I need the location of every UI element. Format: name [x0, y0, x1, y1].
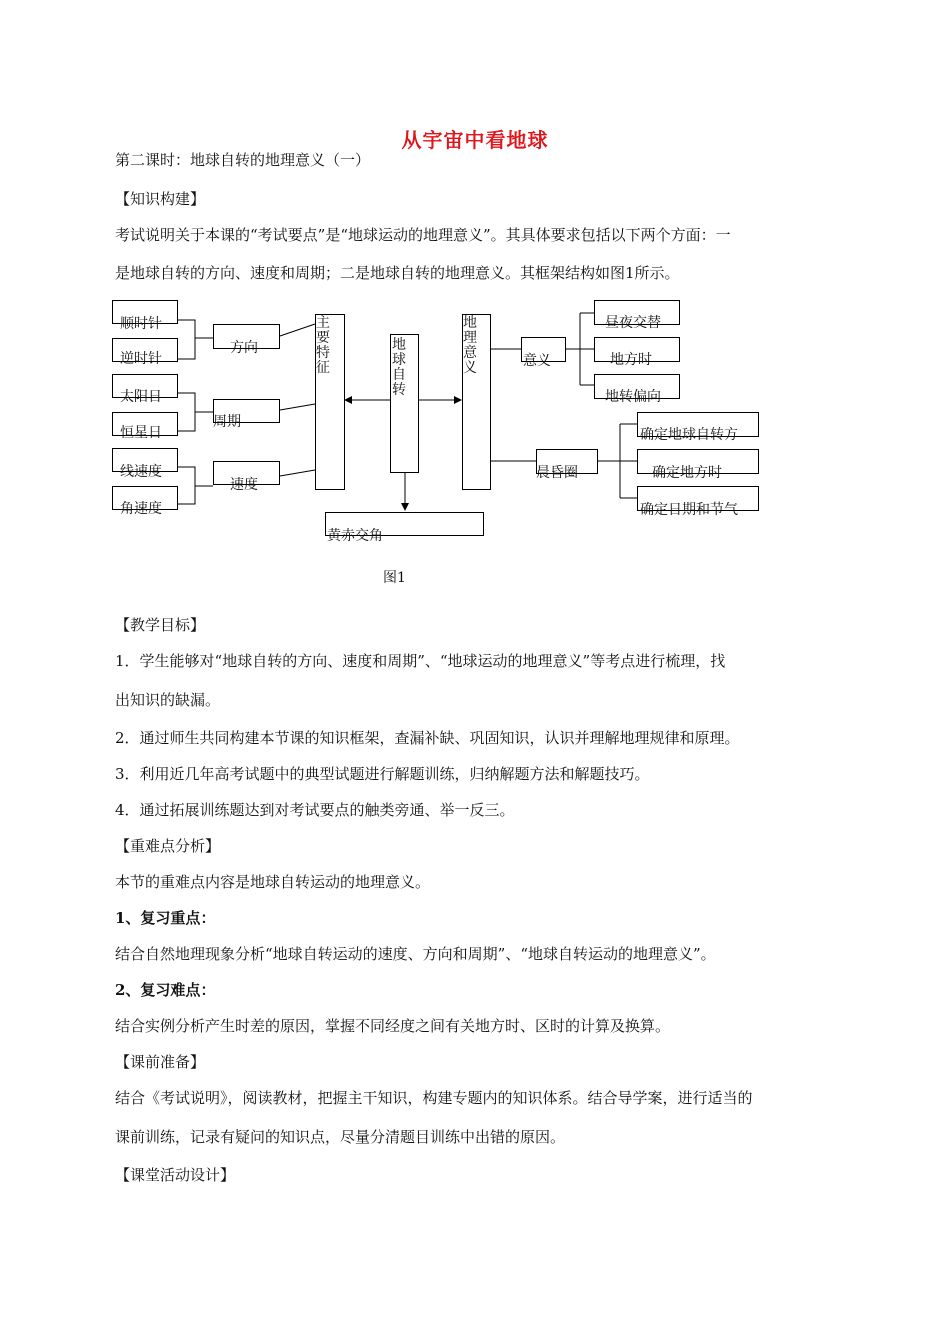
- section-prep-heading: 【课前准备】: [115, 1053, 206, 1071]
- review-difficulty-text: 结合实例分析产生时差的原因，掌握不同经度之间有关地方时、区时的计算及换算。: [115, 1017, 671, 1035]
- label-linear-speed: 线速度: [120, 464, 162, 480]
- label-speed: 速度: [230, 477, 258, 493]
- label-angular-speed: 角速度: [120, 501, 162, 517]
- goal-1-line-2: 出知识的缺漏。: [115, 691, 221, 709]
- label-terminator: 晨昏圈: [536, 465, 578, 481]
- label-direction: 方向: [230, 340, 258, 356]
- prep-line-2: 课前训练，记录有疑问的知识点，尽量分清题目训练中出错的原因。: [115, 1128, 566, 1146]
- label-geo-meaning: 地理意义: [463, 315, 477, 376]
- bracket-direction: [178, 320, 195, 359]
- label-deflection: 地转偏向: [605, 389, 661, 405]
- intro-paragraph-line-2: 是地球自转的方向、速度和周期；二是地球自转的地理意义。其框架结构如图1所示。: [115, 264, 680, 282]
- figure-caption: 图1: [383, 570, 406, 586]
- prep-line-1: 结合《考试说明》，阅读教材，把握主干知识，构建专题内的知识体系。结合导学案，进行适当的: [115, 1089, 753, 1107]
- label-solar-day: 太阳日: [120, 389, 162, 405]
- lesson-subtitle: 第二课时：地球自转的地理意义（一）: [115, 151, 371, 169]
- label-fix-local-time: 确定地方时: [652, 465, 722, 481]
- label-earth-rotation: 地球自转: [392, 337, 406, 398]
- label-period: 周期: [213, 414, 241, 430]
- document-title: 从宇宙中看地球: [401, 128, 549, 152]
- review-difficulty-heading: 2、复习难点：: [115, 981, 216, 999]
- bracket-speed: [178, 467, 195, 504]
- section-key-heading: 【重难点分析】: [115, 837, 221, 855]
- goal-2: 2．通过师生共同构建本节课的知识框架，查漏补缺、巩固知识，认识并理解地理规律和原理。: [115, 729, 740, 747]
- section-goals-heading: 【教学目标】: [115, 616, 206, 634]
- goal-4: 4．通过拓展训练题达到对考试要点的触类旁通、举一反三。: [115, 801, 515, 819]
- label-sidereal-day: 恒星日: [120, 425, 162, 441]
- label-day-night: 昼夜交替: [605, 315, 661, 331]
- intro-paragraph-line-1: 考试说明关于本课的“考试要点”是“地球运动的地理意义”。其具体要求包括以下两个方面：一: [115, 226, 731, 244]
- goal-3: 3．利用近几年高考试题中的典型试题进行解题训练，归纳解题方法和解题技巧。: [115, 765, 650, 783]
- label-clockwise: 顺时针: [120, 316, 162, 332]
- review-focus-text: 结合自然地理现象分析“地球自转运动的速度、方向和周期”、“地球自转运动的地理意义”。: [115, 945, 716, 963]
- label-local-time: 地方时: [610, 352, 652, 368]
- section-knowledge-heading: 【知识构建】: [115, 190, 206, 208]
- label-ecliptic-angle: 黄赤交角: [327, 528, 383, 544]
- label-fix-date-solar-term: 确定日期和节气: [640, 502, 738, 518]
- label-meaning: 意义: [523, 353, 551, 369]
- bracket-period: [178, 393, 195, 431]
- goal-1-line-1: 1．学生能够对“地球自转的方向、速度和周期”、“地球运动的地理意义”等考点进行梳理，找: [115, 652, 726, 670]
- key-summary: 本节的重难点内容是地球自转运动的地理意义。: [115, 873, 431, 891]
- label-counterclockwise: 逆时针: [120, 351, 162, 367]
- label-fix-direction: 确定地球自转方: [640, 427, 738, 443]
- section-activity-heading: 【课堂活动设计】: [115, 1166, 236, 1184]
- label-main-features: 主要特征: [316, 315, 330, 376]
- review-focus-heading: 1、复习重点：: [115, 909, 216, 927]
